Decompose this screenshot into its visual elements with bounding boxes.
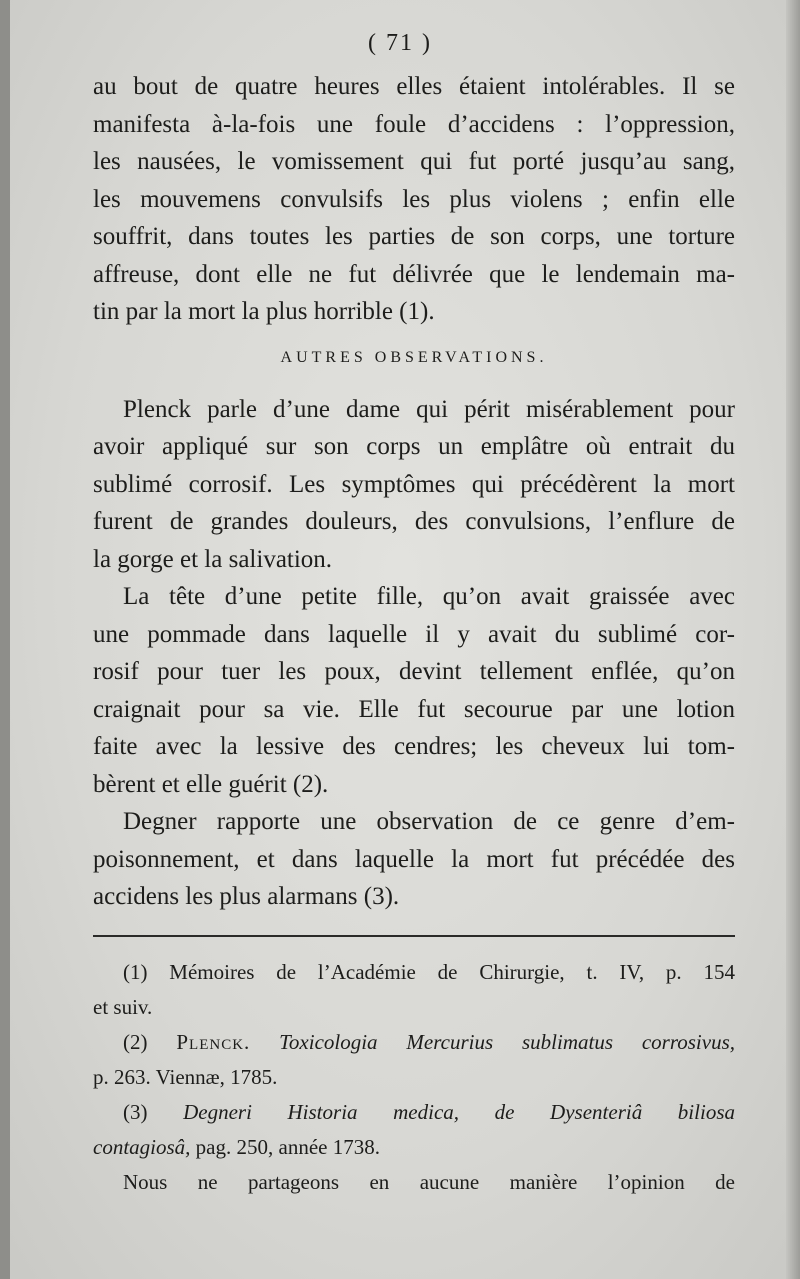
text-line: tin par la mort la plus horrible (1). [93, 298, 435, 325]
text-line: poisonnement, et dans laquelle la mort fut précédée des [93, 845, 735, 873]
text-line: les nausées, le vomissement qui fut porté jusqu’au sang, [93, 148, 735, 175]
text-line: la gorge et la salivation. [93, 545, 333, 573]
text-line: au bout de quatre heures elles étaient intolérables. Il se [93, 73, 735, 100]
text-line: La tête d’une petite fille, qu’on avait graissée avec [123, 583, 735, 610]
footnote-2-cont: p. 263. Viennæ, 1785. [93, 1065, 278, 1089]
text-line: Plenck parle d’une dame qui périt misérablement pour [123, 395, 735, 423]
text-line: rosif pour tuer les poux, devint tellement enflée, qu’on [93, 658, 735, 685]
footnote-3-details: pag. 250, année 1738. [190, 1135, 380, 1159]
footnote-3-cont [93, 1130, 735, 1165]
page-right-edge [786, 0, 800, 1279]
page-number: ( 71 ) [368, 30, 432, 56]
footnote-3-title-cont: contagiosâ, [93, 1135, 191, 1159]
text-line: souffrit, dans toutes les parties de son corps, une torture [93, 223, 735, 250]
text-line: bèrent et elle guérit (2). [93, 770, 329, 798]
text-line: avoir appliqué sur son corps un emplâtre où entrait du [93, 433, 735, 460]
text-line: manifesta à-la-fois une foule d’accidens : l’oppression, [93, 110, 735, 138]
text-line: craignait pour sa vie. Elle fut secourue par une lotion [93, 695, 735, 723]
text-line: faite avec la lessive des cendres; les cheveux lui tom- [93, 733, 735, 760]
footnote-1: (1) Mémoires de l’Académie de Chirurgie, t. IV, p. 154 [123, 960, 735, 984]
footnote-divider [93, 935, 735, 937]
text-line: une pommade dans laquelle il y avait du sublimé cor- [93, 620, 735, 648]
footnote-2-author: Plenck. [176, 1030, 251, 1054]
footnote-2 [93, 1025, 735, 1060]
text-line: affreuse, dont elle ne fut délivrée que le lendemain ma- [93, 260, 735, 288]
text-line: furent de grandes douleurs, des convulsions, l’enflure de [93, 508, 735, 535]
continuation-line: Nous ne partageons en aucune manière l’opinion de [123, 1170, 735, 1194]
footnote-2-title: Toxicologia Mercurius sublimatus corrosivus, [250, 1030, 735, 1054]
text-line: les mouvemens convulsifs les plus violens ; enfin elle [93, 185, 735, 213]
footnote-2-number: (2) [123, 1030, 177, 1054]
footnotes [93, 955, 735, 1200]
footnote-3 [93, 1095, 735, 1130]
footnote-1-cont: et suiv. [93, 995, 153, 1019]
footnote-3-number: (3) [123, 1100, 184, 1124]
text-line: accidens les plus alarmans (3). [93, 883, 400, 910]
text-line: Degner rapporte une observation de ce genre d’em- [123, 808, 735, 835]
section-heading: AUTRES OBSERVATIONS. [280, 348, 548, 366]
main-text [93, 68, 735, 916]
footnote-3-title: Degneri Historia medica, de Dysenteriâ biliosa [183, 1100, 735, 1124]
text-line: sublimé corrosif. Les symptômes qui précédèrent la mort [93, 470, 735, 498]
page-left-shadow [0, 0, 10, 1279]
